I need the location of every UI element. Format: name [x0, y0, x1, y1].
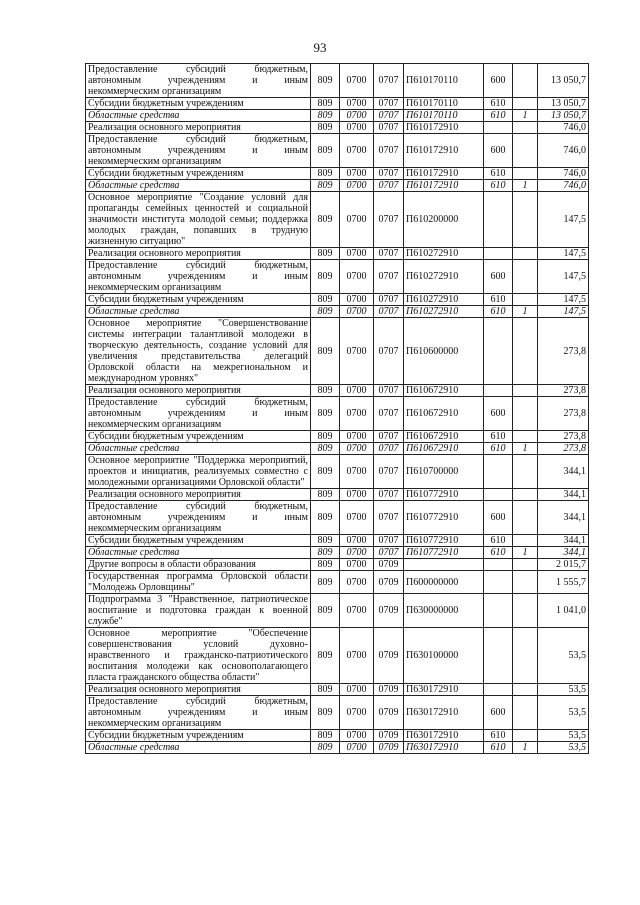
- row-vr-code: 600: [484, 501, 513, 535]
- row-name: Субсидии бюджетным учреждениям: [86, 535, 311, 547]
- row-rz-code: 0700: [340, 443, 374, 455]
- row-name: Основное мероприятие "Создание условий для пропаганды семейных ценностей и социальной значимости института молодой семьи; поддержка молодых граждан, попавших в трудную жизненную ситуацию": [86, 192, 311, 248]
- row-amount: 273,8: [538, 318, 589, 385]
- row-funding-type: [513, 318, 538, 385]
- row-csr-code: П610672910: [404, 443, 484, 455]
- row-rz-code: 0700: [340, 684, 374, 696]
- row-name: Областные средства: [86, 547, 311, 559]
- row-pr-code: 0707: [374, 489, 404, 501]
- row-pr-code: 0709: [374, 742, 404, 754]
- row-csr-code: П610272910: [404, 260, 484, 294]
- row-amount: 344,1: [538, 547, 589, 559]
- row-csr-code: П610272910: [404, 294, 484, 306]
- row-funding-type: [513, 535, 538, 547]
- row-pr-code: 0707: [374, 98, 404, 110]
- row-funding-type: [513, 628, 538, 684]
- row-gr-code: 809: [311, 397, 340, 431]
- table-row: [86, 168, 589, 180]
- row-csr-code: П610172910: [404, 122, 484, 134]
- row-vr-code: 600: [484, 397, 513, 431]
- row-amount: 147,5: [538, 248, 589, 260]
- row-gr-code: 809: [311, 431, 340, 443]
- row-name: Предоставление субсидий бюджетным, автономным учреждениям и иным некоммерческим организациям: [86, 260, 311, 294]
- row-gr-code: 809: [311, 547, 340, 559]
- row-gr-code: 809: [311, 168, 340, 180]
- row-name: Другие вопросы в области образования: [86, 559, 311, 571]
- row-rz-code: 0700: [340, 559, 374, 571]
- row-pr-code: 0709: [374, 594, 404, 628]
- row-funding-type: [513, 431, 538, 443]
- row-pr-code: 0707: [374, 192, 404, 248]
- row-vr-code: [484, 628, 513, 684]
- row-pr-code: 0707: [374, 134, 404, 168]
- row-rz-code: 0700: [340, 110, 374, 122]
- row-rz-code: 0700: [340, 455, 374, 489]
- row-name: Субсидии бюджетным учреждениям: [86, 168, 311, 180]
- row-vr-code: [484, 489, 513, 501]
- page-number: 93: [313, 40, 327, 55]
- row-rz-code: 0700: [340, 134, 374, 168]
- row-vr-code: [484, 559, 513, 571]
- row-vr-code: 610: [484, 443, 513, 455]
- row-vr-code: [484, 594, 513, 628]
- row-pr-code: 0707: [374, 443, 404, 455]
- row-pr-code: 0707: [374, 306, 404, 318]
- row-vr-code: 610: [484, 168, 513, 180]
- row-pr-code: 0709: [374, 628, 404, 684]
- row-pr-code: 0709: [374, 684, 404, 696]
- row-gr-code: 809: [311, 559, 340, 571]
- row-amount: 273,8: [538, 431, 589, 443]
- row-funding-type: [513, 684, 538, 696]
- table-row: [86, 260, 589, 294]
- row-pr-code: 0707: [374, 385, 404, 397]
- row-name: Реализация основного мероприятия: [86, 385, 311, 397]
- row-csr-code: П610600000: [404, 318, 484, 385]
- row-gr-code: 809: [311, 192, 340, 248]
- row-funding-type: 1: [513, 180, 538, 192]
- row-csr-code: П610172910: [404, 180, 484, 192]
- row-vr-code: [484, 455, 513, 489]
- table-row: [86, 385, 589, 397]
- row-name: Областные средства: [86, 180, 311, 192]
- row-rz-code: 0700: [340, 730, 374, 742]
- row-name: Областные средства: [86, 443, 311, 455]
- row-rz-code: 0700: [340, 397, 374, 431]
- row-gr-code: 809: [311, 248, 340, 260]
- row-amount: 344,1: [538, 501, 589, 535]
- row-amount: 344,1: [538, 535, 589, 547]
- row-pr-code: 0707: [374, 455, 404, 489]
- row-rz-code: 0700: [340, 64, 374, 98]
- row-gr-code: 809: [311, 318, 340, 385]
- row-funding-type: 1: [513, 742, 538, 754]
- row-amount: 273,8: [538, 385, 589, 397]
- row-pr-code: 0707: [374, 110, 404, 122]
- row-funding-type: 1: [513, 110, 538, 122]
- table-row: [86, 98, 589, 110]
- row-funding-type: [513, 501, 538, 535]
- table-row: [86, 684, 589, 696]
- row-pr-code: 0707: [374, 64, 404, 98]
- row-funding-type: [513, 168, 538, 180]
- row-gr-code: 809: [311, 443, 340, 455]
- row-amount: 746,0: [538, 180, 589, 192]
- row-name: Основное мероприятие "Поддержка мероприятий, проектов и инициатив, реализуемых совместно с молодежными организациями Орловской области": [86, 455, 311, 489]
- row-rz-code: 0700: [340, 122, 374, 134]
- row-csr-code: П610772910: [404, 501, 484, 535]
- row-funding-type: [513, 559, 538, 571]
- row-funding-type: [513, 192, 538, 248]
- row-amount: 344,1: [538, 455, 589, 489]
- row-rz-code: 0700: [340, 385, 374, 397]
- row-pr-code: 0709: [374, 559, 404, 571]
- row-csr-code: П610200000: [404, 192, 484, 248]
- row-vr-code: [484, 571, 513, 594]
- row-csr-code: П630172910: [404, 742, 484, 754]
- row-rz-code: 0700: [340, 535, 374, 547]
- row-pr-code: 0707: [374, 180, 404, 192]
- row-rz-code: 0700: [340, 306, 374, 318]
- row-funding-type: [513, 294, 538, 306]
- row-pr-code: 0707: [374, 397, 404, 431]
- row-vr-code: 610: [484, 547, 513, 559]
- row-name: Субсидии бюджетным учреждениям: [86, 431, 311, 443]
- row-funding-type: [513, 122, 538, 134]
- row-rz-code: 0700: [340, 98, 374, 110]
- table-row: [86, 535, 589, 547]
- row-amount: 53,5: [538, 628, 589, 684]
- row-vr-code: 600: [484, 696, 513, 730]
- row-rz-code: 0700: [340, 594, 374, 628]
- row-amount: 13 050,7: [538, 110, 589, 122]
- row-csr-code: П610672910: [404, 385, 484, 397]
- row-rz-code: 0700: [340, 696, 374, 730]
- row-rz-code: 0700: [340, 501, 374, 535]
- table-row: [86, 192, 589, 248]
- row-gr-code: 809: [311, 628, 340, 684]
- row-pr-code: 0709: [374, 730, 404, 742]
- row-name: Субсидии бюджетным учреждениям: [86, 98, 311, 110]
- row-amount: 13 050,7: [538, 98, 589, 110]
- row-amount: 344,1: [538, 489, 589, 501]
- row-csr-code: П610772910: [404, 547, 484, 559]
- row-name: Реализация основного мероприятия: [86, 122, 311, 134]
- row-vr-code: 610: [484, 306, 513, 318]
- row-vr-code: 610: [484, 742, 513, 754]
- row-name: Предоставление субсидий бюджетным, автономным учреждениям и иным некоммерческим организациям: [86, 501, 311, 535]
- row-funding-type: 1: [513, 547, 538, 559]
- table-row: [86, 559, 589, 571]
- row-pr-code: 0707: [374, 547, 404, 559]
- table-row: [86, 489, 589, 501]
- table-row: [86, 443, 589, 455]
- row-gr-code: 809: [311, 180, 340, 192]
- row-amount: 746,0: [538, 168, 589, 180]
- row-gr-code: 809: [311, 306, 340, 318]
- row-vr-code: [484, 318, 513, 385]
- table-row: [86, 547, 589, 559]
- row-amount: 147,5: [538, 260, 589, 294]
- row-csr-code: П610172910: [404, 168, 484, 180]
- table-row: [86, 248, 589, 260]
- row-name: Реализация основного мероприятия: [86, 684, 311, 696]
- row-csr-code: П610700000: [404, 455, 484, 489]
- table-row: [86, 64, 589, 98]
- table-row: [86, 501, 589, 535]
- row-csr-code: П610272910: [404, 248, 484, 260]
- row-csr-code: П610272910: [404, 306, 484, 318]
- row-gr-code: 809: [311, 294, 340, 306]
- row-name: Предоставление субсидий бюджетным, автономным учреждениям и иным некоммерческим организациям: [86, 64, 311, 98]
- row-gr-code: 809: [311, 684, 340, 696]
- row-vr-code: 610: [484, 294, 513, 306]
- budget-table: [85, 63, 589, 754]
- row-funding-type: [513, 260, 538, 294]
- row-name: Предоставление субсидий бюджетным, автономным учреждениям и иным некоммерческим организациям: [86, 397, 311, 431]
- row-funding-type: [513, 98, 538, 110]
- row-funding-type: [513, 455, 538, 489]
- row-name: Областные средства: [86, 306, 311, 318]
- row-pr-code: 0707: [374, 248, 404, 260]
- row-funding-type: [513, 385, 538, 397]
- row-amount: 147,5: [538, 306, 589, 318]
- row-gr-code: 809: [311, 260, 340, 294]
- row-gr-code: 809: [311, 385, 340, 397]
- row-gr-code: 809: [311, 98, 340, 110]
- table-row: [86, 696, 589, 730]
- table-row: [86, 628, 589, 684]
- row-gr-code: 809: [311, 134, 340, 168]
- row-pr-code: 0707: [374, 168, 404, 180]
- row-pr-code: 0707: [374, 501, 404, 535]
- row-pr-code: 0707: [374, 318, 404, 385]
- row-vr-code: 600: [484, 134, 513, 168]
- row-amount: 13 050,7: [538, 64, 589, 98]
- row-funding-type: 1: [513, 443, 538, 455]
- row-amount: 53,5: [538, 684, 589, 696]
- row-name: Основное мероприятие "Совершенствование системы интеграции талантливой молодежи в творческую деятельность, создание условий для увеличения представительства делегаций Орловской области на межрегиональном и международном уровнях": [86, 318, 311, 385]
- row-csr-code: П600000000: [404, 571, 484, 594]
- row-amount: 53,5: [538, 730, 589, 742]
- row-gr-code: 809: [311, 501, 340, 535]
- row-amount: 273,8: [538, 443, 589, 455]
- row-rz-code: 0700: [340, 192, 374, 248]
- row-rz-code: 0700: [340, 248, 374, 260]
- row-pr-code: 0707: [374, 122, 404, 134]
- row-gr-code: 809: [311, 64, 340, 98]
- row-amount: 1 041,0: [538, 594, 589, 628]
- table-row: [86, 134, 589, 168]
- row-rz-code: 0700: [340, 168, 374, 180]
- row-name: Предоставление субсидий бюджетным, автономным учреждениям и иным некоммерческим организациям: [86, 696, 311, 730]
- row-name: Основное мероприятие "Обеспечение совершенствования условий духовно-нравственного и гражданско-патриотического воспитания молодежи как основополагающего пласта гражданского общества области": [86, 628, 311, 684]
- row-gr-code: 809: [311, 571, 340, 594]
- row-rz-code: 0700: [340, 742, 374, 754]
- row-gr-code: 809: [311, 122, 340, 134]
- row-pr-code: 0707: [374, 535, 404, 547]
- row-rz-code: 0700: [340, 547, 374, 559]
- row-amount: 2 015,7: [538, 559, 589, 571]
- row-csr-code: П630172910: [404, 730, 484, 742]
- row-csr-code: П630172910: [404, 684, 484, 696]
- row-rz-code: 0700: [340, 628, 374, 684]
- row-pr-code: 0709: [374, 696, 404, 730]
- row-amount: 1 555,7: [538, 571, 589, 594]
- row-amount: 273,8: [538, 397, 589, 431]
- row-amount: 746,0: [538, 134, 589, 168]
- table-row: [86, 730, 589, 742]
- row-rz-code: 0700: [340, 260, 374, 294]
- row-csr-code: [404, 559, 484, 571]
- row-funding-type: 1: [513, 306, 538, 318]
- row-name: Государственная программа Орловской области "Молодежь Орловщины": [86, 571, 311, 594]
- row-name: Областные средства: [86, 742, 311, 754]
- row-csr-code: П630100000: [404, 628, 484, 684]
- row-amount: 53,5: [538, 696, 589, 730]
- row-vr-code: 610: [484, 180, 513, 192]
- table-row: [86, 294, 589, 306]
- row-vr-code: 610: [484, 98, 513, 110]
- row-vr-code: 610: [484, 535, 513, 547]
- row-gr-code: 809: [311, 489, 340, 501]
- table-row: [86, 571, 589, 594]
- row-name: Реализация основного мероприятия: [86, 248, 311, 260]
- row-gr-code: 809: [311, 696, 340, 730]
- table-row: [86, 180, 589, 192]
- row-amount: 147,5: [538, 294, 589, 306]
- row-pr-code: 0707: [374, 260, 404, 294]
- row-csr-code: П610170110: [404, 64, 484, 98]
- row-gr-code: 809: [311, 742, 340, 754]
- row-vr-code: [484, 684, 513, 696]
- row-pr-code: 0707: [374, 431, 404, 443]
- row-amount: 53,5: [538, 742, 589, 754]
- row-gr-code: 809: [311, 535, 340, 547]
- row-vr-code: 600: [484, 260, 513, 294]
- row-funding-type: [513, 64, 538, 98]
- row-csr-code: П630172910: [404, 696, 484, 730]
- row-vr-code: 610: [484, 431, 513, 443]
- row-name: Реализация основного мероприятия: [86, 489, 311, 501]
- row-rz-code: 0700: [340, 180, 374, 192]
- row-vr-code: [484, 385, 513, 397]
- row-vr-code: [484, 248, 513, 260]
- row-funding-type: [513, 134, 538, 168]
- row-gr-code: 809: [311, 594, 340, 628]
- row-funding-type: [513, 571, 538, 594]
- row-vr-code: [484, 192, 513, 248]
- row-csr-code: П610672910: [404, 397, 484, 431]
- row-rz-code: 0700: [340, 318, 374, 385]
- row-name: Областные средства: [86, 110, 311, 122]
- row-csr-code: П610170110: [404, 98, 484, 110]
- row-vr-code: [484, 122, 513, 134]
- row-funding-type: [513, 397, 538, 431]
- row-rz-code: 0700: [340, 294, 374, 306]
- row-name: Субсидии бюджетным учреждениям: [86, 730, 311, 742]
- row-funding-type: [513, 730, 538, 742]
- table-row: [86, 594, 589, 628]
- row-name: Предоставление субсидий бюджетным, автономным учреждениям и иным некоммерческим организациям: [86, 134, 311, 168]
- row-vr-code: 610: [484, 730, 513, 742]
- table-row: [86, 455, 589, 489]
- table-row: [86, 122, 589, 134]
- table-row: [86, 110, 589, 122]
- row-csr-code: П610672910: [404, 431, 484, 443]
- row-funding-type: [513, 489, 538, 501]
- row-name: Субсидии бюджетным учреждениям: [86, 294, 311, 306]
- row-vr-code: 610: [484, 110, 513, 122]
- row-amount: 147,5: [538, 192, 589, 248]
- row-csr-code: П610172910: [404, 134, 484, 168]
- table-row: [86, 431, 589, 443]
- row-funding-type: [513, 696, 538, 730]
- row-gr-code: 809: [311, 110, 340, 122]
- row-csr-code: П610772910: [404, 535, 484, 547]
- row-csr-code: П610170110: [404, 110, 484, 122]
- row-csr-code: П630000000: [404, 594, 484, 628]
- table-row: [86, 318, 589, 385]
- row-name: Подпрограмма 3 "Нравственное, патриотическое воспитание и подготовка граждан к военной службе": [86, 594, 311, 628]
- row-rz-code: 0700: [340, 489, 374, 501]
- row-vr-code: 600: [484, 64, 513, 98]
- row-pr-code: 0707: [374, 294, 404, 306]
- table-row: [86, 397, 589, 431]
- row-funding-type: [513, 248, 538, 260]
- table-row: [86, 306, 589, 318]
- row-pr-code: 0709: [374, 571, 404, 594]
- table-row: [86, 742, 589, 754]
- row-gr-code: 809: [311, 730, 340, 742]
- row-gr-code: 809: [311, 455, 340, 489]
- row-amount: 746,0: [538, 122, 589, 134]
- row-funding-type: [513, 594, 538, 628]
- row-rz-code: 0700: [340, 431, 374, 443]
- row-rz-code: 0700: [340, 571, 374, 594]
- row-csr-code: П610772910: [404, 489, 484, 501]
